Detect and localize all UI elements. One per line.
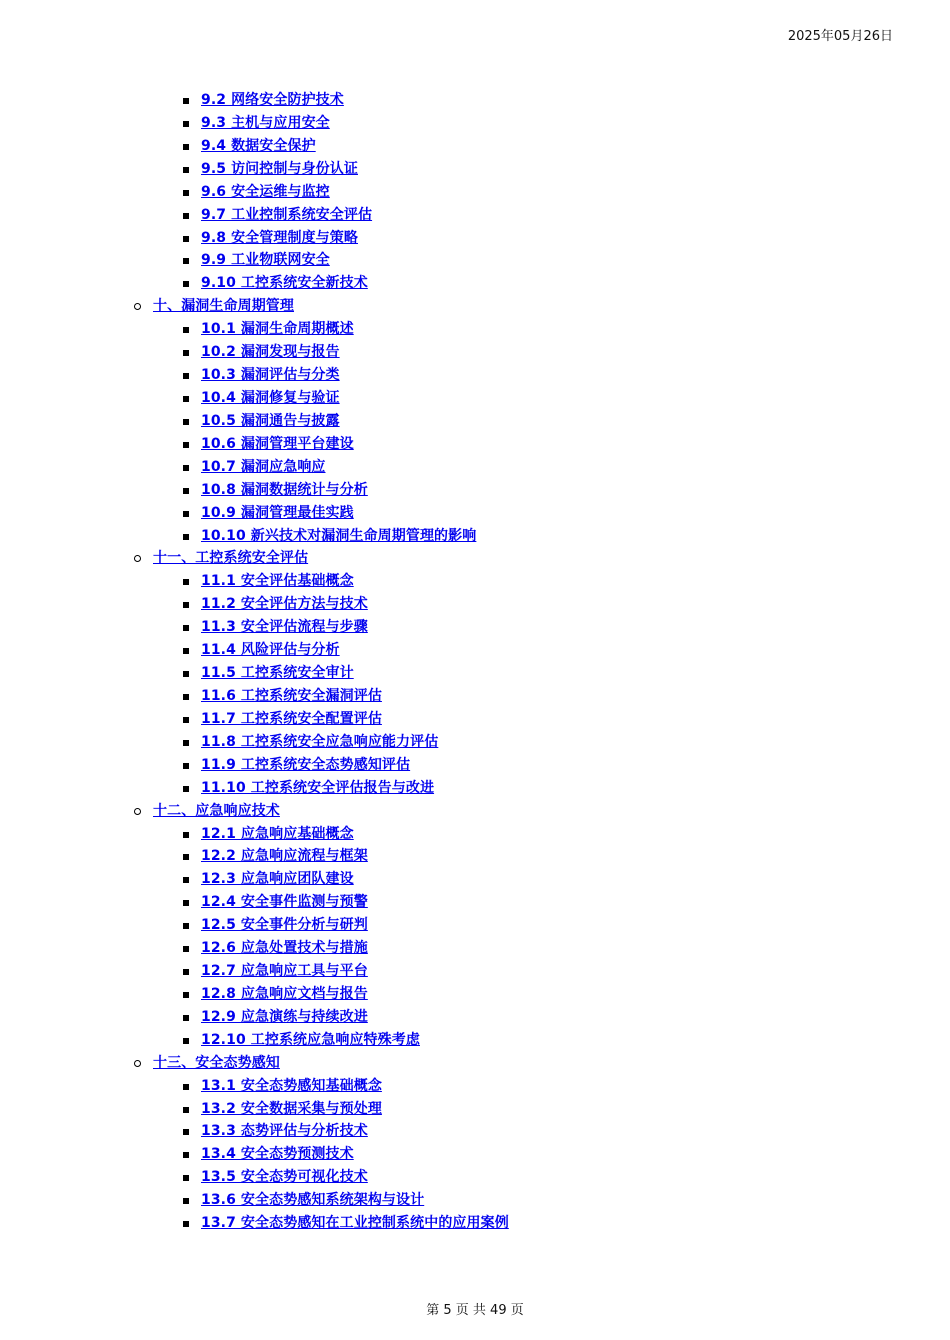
- toc-section-link[interactable]: 11.7 工控系统安全配置评估: [201, 710, 382, 727]
- toc-section-item: [0, 570, 950, 593]
- toc-section-item: [0, 502, 950, 525]
- toc-section-link[interactable]: 12.8 应急响应文档与报告: [201, 985, 368, 1002]
- toc-section-item: [0, 318, 950, 341]
- toc-section-link[interactable]: 10.8 漏洞数据统计与分析: [201, 481, 368, 498]
- square-bullet-icon: [183, 900, 189, 906]
- square-bullet-icon: [183, 854, 189, 860]
- toc-section-link[interactable]: 11.8 工控系统安全应急响应能力评估: [201, 733, 439, 750]
- toc-section-item: [0, 1098, 950, 1121]
- toc-chapter-item: [0, 547, 950, 570]
- toc-section-link[interactable]: 12.2 应急响应流程与框架: [201, 848, 368, 865]
- toc-section-link[interactable]: 9.2 网络安全防护技术: [201, 92, 344, 108]
- square-bullet-icon: [183, 144, 189, 150]
- square-bullet-icon: [183, 1107, 189, 1113]
- square-bullet-icon: [183, 258, 189, 264]
- table-of-contents: [0, 89, 950, 1235]
- toc-section-item: [0, 525, 950, 548]
- square-bullet-icon: [183, 671, 189, 677]
- toc-section-link[interactable]: 9.3 主机与应用安全: [201, 114, 330, 131]
- toc-section-link[interactable]: 13.3 态势评估与分析技术: [201, 1123, 368, 1140]
- toc-section-item: [0, 1166, 950, 1189]
- toc-section-link[interactable]: 11.5 工控系统安全审计: [201, 665, 354, 682]
- square-bullet-icon: [183, 373, 189, 379]
- toc-section-link[interactable]: 10.5 漏洞通告与披露: [201, 412, 340, 429]
- square-bullet-icon: [183, 1152, 189, 1158]
- toc-section-link[interactable]: 10.3 漏洞评估与分类: [201, 367, 340, 384]
- square-bullet-icon: [183, 625, 189, 631]
- square-bullet-icon: [183, 327, 189, 333]
- toc-section-link[interactable]: 11.1 安全评估基础概念: [201, 573, 354, 590]
- square-bullet-icon: [183, 877, 189, 883]
- toc-section-link[interactable]: 10.10 新兴技术对漏洞生命周期管理的影响: [201, 527, 477, 544]
- toc-section-link[interactable]: 9.6 安全运维与监控: [201, 183, 330, 200]
- toc-section-item: [0, 868, 950, 891]
- toc-chapter-item: [0, 1052, 950, 1075]
- toc-section-item: [0, 731, 950, 754]
- toc-section-item: [0, 845, 950, 868]
- toc-section-item: [0, 341, 950, 364]
- toc-section-link[interactable]: 9.9 工业物联网安全: [201, 252, 330, 269]
- toc-section-item: [0, 479, 950, 502]
- toc-section-link[interactable]: 12.4 安全事件监测与预警: [201, 894, 368, 911]
- square-bullet-icon: [183, 786, 189, 792]
- toc-section-link[interactable]: 12.9 应急演练与持续改进: [201, 1008, 368, 1025]
- square-bullet-icon: [183, 1175, 189, 1181]
- toc-section-item: [0, 777, 950, 800]
- square-bullet-icon: [183, 281, 189, 287]
- toc-chapter-link[interactable]: 十二、应急响应技术: [153, 802, 280, 819]
- toc-section-link[interactable]: 12.5 安全事件分析与研判: [201, 917, 368, 934]
- toc-section-item: [0, 204, 950, 227]
- toc-section-item: [0, 456, 950, 479]
- toc-section-item: [0, 1029, 950, 1052]
- toc-section-item: [0, 593, 950, 616]
- toc-section-link[interactable]: 10.9 漏洞管理最佳实践: [201, 504, 354, 521]
- toc-section-item: [0, 1189, 950, 1212]
- square-bullet-icon: [183, 350, 189, 356]
- toc-section-link[interactable]: 11.4 风险评估与分析: [201, 642, 340, 659]
- square-bullet-icon: [183, 98, 189, 104]
- toc-chapter-link[interactable]: 十三、安全态势感知: [153, 1054, 280, 1071]
- toc-section-link[interactable]: 11.9 工控系统安全态势感知评估: [201, 756, 411, 773]
- circle-bullet-icon: [134, 303, 141, 310]
- square-bullet-icon: [183, 396, 189, 402]
- square-bullet-icon: [183, 740, 189, 746]
- toc-section-link[interactable]: 10.2 漏洞发现与报告: [201, 344, 340, 361]
- toc-section-item: [0, 272, 950, 295]
- toc-section-item: [0, 1006, 950, 1029]
- toc-section-link[interactable]: 10.1 漏洞生命周期概述: [201, 321, 354, 338]
- toc-section-item: [0, 249, 950, 272]
- square-bullet-icon: [183, 167, 189, 173]
- toc-section-link[interactable]: 12.10 工控系统应急响应特殊考虑: [201, 1031, 420, 1048]
- toc-section-item: [0, 227, 950, 250]
- square-bullet-icon: [183, 1015, 189, 1021]
- toc-section-item: [0, 158, 950, 181]
- toc-section-item: [0, 662, 950, 685]
- toc-section-item: [0, 387, 950, 410]
- toc-chapter-link[interactable]: 十一、工控系统安全评估: [153, 550, 309, 567]
- toc-section-link[interactable]: 13.1 安全态势感知基础概念: [201, 1077, 382, 1094]
- square-bullet-icon: [183, 579, 189, 585]
- toc-section-item: [0, 983, 950, 1006]
- toc-section-link[interactable]: 13.4 安全态势预测技术: [201, 1146, 354, 1163]
- square-bullet-icon: [183, 511, 189, 517]
- toc-section-link[interactable]: 12.1 应急响应基础概念: [201, 825, 354, 842]
- toc-section-item: [0, 181, 950, 204]
- square-bullet-icon: [183, 465, 189, 471]
- square-bullet-icon: [183, 534, 189, 540]
- toc-section-link[interactable]: 9.5 访问控制与身份认证: [201, 160, 358, 177]
- square-bullet-icon: [183, 1129, 189, 1135]
- square-bullet-icon: [183, 1221, 189, 1227]
- square-bullet-icon: [183, 923, 189, 929]
- square-bullet-icon: [183, 1038, 189, 1044]
- toc-section-item: [0, 823, 950, 846]
- page-date: 2025年05月26日: [787, 29, 893, 44]
- toc-section-item: [0, 685, 950, 708]
- toc-section-item: [0, 89, 950, 112]
- toc-section-link[interactable]: 10.6 漏洞管理平台建设: [201, 435, 354, 452]
- square-bullet-icon: [183, 190, 189, 196]
- toc-chapter-link[interactable]: 十、漏洞生命周期管理: [153, 298, 294, 315]
- toc-section-link[interactable]: 11.2 安全评估方法与技术: [201, 596, 368, 613]
- toc-section-link[interactable]: 11.6 工控系统安全漏洞评估: [201, 687, 382, 704]
- square-bullet-icon: [183, 717, 189, 723]
- toc-section-item: [0, 433, 950, 456]
- square-bullet-icon: [183, 1198, 189, 1204]
- square-bullet-icon: [183, 419, 189, 425]
- page-number: 第 5 页 共 49 页: [426, 1303, 524, 1318]
- toc-section-link[interactable]: 9.10 工控系统安全新技术: [201, 275, 368, 292]
- toc-section-item: [0, 1120, 950, 1143]
- toc-section-link[interactable]: 13.6 安全态势感知系统架构与设计: [201, 1192, 425, 1209]
- toc-section-link[interactable]: 11.3 安全评估流程与步骤: [201, 619, 368, 636]
- toc-section-item: [0, 937, 950, 960]
- square-bullet-icon: [183, 969, 189, 975]
- square-bullet-icon: [183, 694, 189, 700]
- circle-bullet-icon: [134, 808, 141, 815]
- square-bullet-icon: [183, 236, 189, 242]
- square-bullet-icon: [183, 763, 189, 769]
- toc-section-item: [0, 891, 950, 914]
- toc-chapter-item: [0, 295, 950, 318]
- toc-section-item: [0, 914, 950, 937]
- square-bullet-icon: [183, 992, 189, 998]
- toc-section-link[interactable]: 11.10 工控系统安全评估报告与改进: [201, 779, 435, 796]
- square-bullet-icon: [183, 832, 189, 838]
- toc-section-item: [0, 112, 950, 135]
- toc-section-item: [0, 754, 950, 777]
- square-bullet-icon: [183, 1084, 189, 1090]
- square-bullet-icon: [183, 121, 189, 127]
- toc-section-link[interactable]: 12.7 应急响应工具与平台: [201, 963, 368, 980]
- toc-section-item: [0, 639, 950, 662]
- toc-section-link[interactable]: 12.6 应急处置技术与措施: [201, 940, 368, 957]
- toc-section-link[interactable]: 12.3 应急响应团队建设: [201, 871, 354, 888]
- toc-section-link[interactable]: 13.2 安全数据采集与预处理: [201, 1100, 382, 1117]
- toc-section-link[interactable]: 9.4 数据安全保护: [201, 137, 316, 154]
- toc-section-link[interactable]: 10.7 漏洞应急响应: [201, 458, 326, 475]
- toc-section-link[interactable]: 13.7 安全态势感知在工业控制系统中的应用案例: [201, 1215, 509, 1232]
- toc-section-item: [0, 616, 950, 639]
- square-bullet-icon: [183, 602, 189, 608]
- toc-section-item: [0, 960, 950, 983]
- circle-bullet-icon: [134, 555, 141, 562]
- toc-section-link[interactable]: 9.8 安全管理制度与策略: [201, 229, 358, 246]
- square-bullet-icon: [183, 648, 189, 654]
- square-bullet-icon: [183, 213, 189, 219]
- toc-section-item: [0, 135, 950, 158]
- toc-section-item: [0, 364, 950, 387]
- toc-section-item: [0, 410, 950, 433]
- toc-section-link[interactable]: 9.7 工业控制系统安全评估: [201, 206, 373, 223]
- square-bullet-icon: [183, 946, 189, 952]
- toc-section-link[interactable]: 10.4 漏洞修复与验证: [201, 389, 340, 406]
- toc-chapter-item: [0, 800, 950, 823]
- toc-section-link[interactable]: 13.5 安全态势可视化技术: [201, 1169, 368, 1186]
- toc-section-item: [0, 1212, 950, 1235]
- toc-section-item: [0, 1075, 950, 1098]
- circle-bullet-icon: [134, 1060, 141, 1067]
- square-bullet-icon: [183, 488, 189, 494]
- toc-section-item: [0, 1143, 950, 1166]
- toc-section-item: [0, 708, 950, 731]
- toc-list: [0, 89, 950, 1235]
- square-bullet-icon: [183, 442, 189, 448]
